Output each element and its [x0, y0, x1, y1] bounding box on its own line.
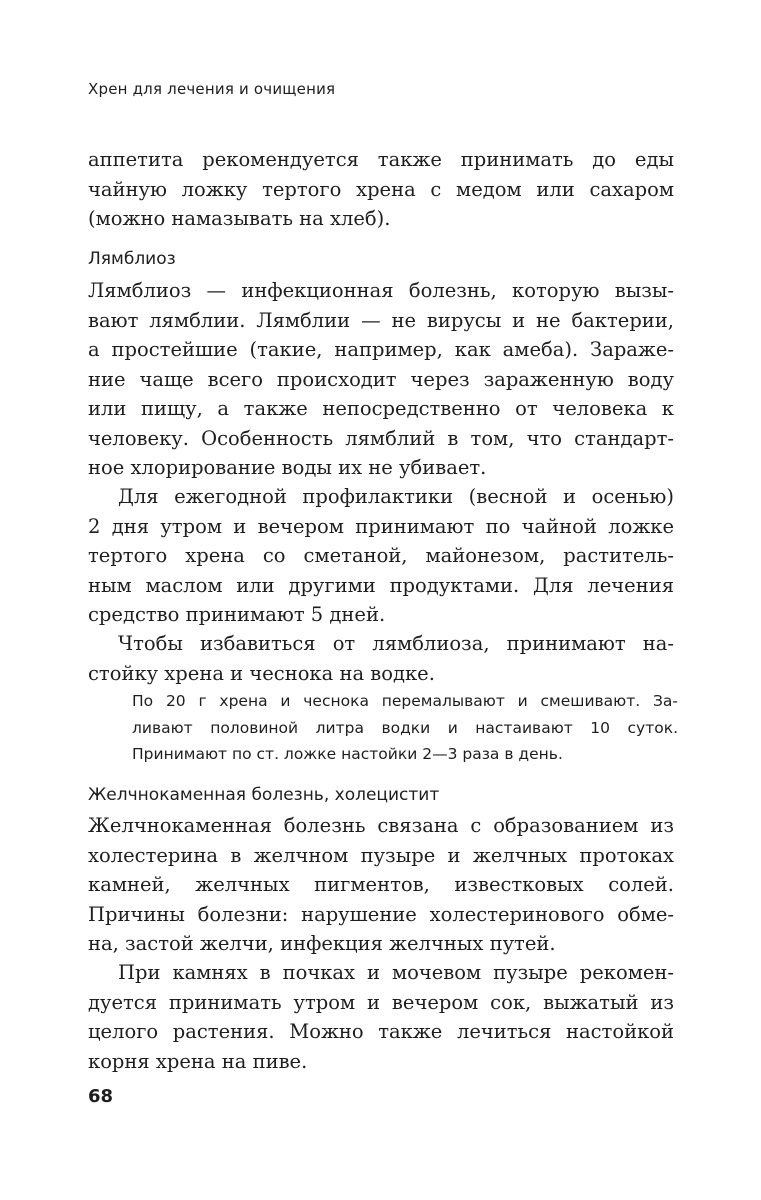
text-line: камней, желчных пигментов, известковых солей.: [88, 873, 674, 896]
text-line: Чтобы избавиться от лямблиоза, принимают на-: [118, 632, 674, 655]
text-line: При камнях в почках и мочевом пузыре рекомен-: [118, 961, 674, 984]
recipe-line: ливают половиной литра водки и настаивают 10 суток.: [132, 718, 678, 737]
text-line: 2 дня утром и вечером принимают по чайной ложке: [88, 514, 674, 538]
text-line: корня хрена на пиве.: [88, 1049, 308, 1073]
text-line: или пищу, а также непосредственно от человека к: [88, 397, 674, 420]
recipe-line: Принимают по ст. ложке настойки 2—3 раза в день.: [132, 745, 563, 763]
text-line: холестерина в желчном пузыре и желчных протоках: [88, 843, 674, 867]
text-line: ным маслом или другими продуктами. Для лечения: [88, 573, 674, 597]
text-line: стойку хрена и чеснока на водке.: [88, 661, 435, 685]
section-heading-giardiasis: Лямблиоз: [88, 249, 176, 269]
text-line: Причины болезни: нарушение холестеринового обме-: [88, 902, 674, 926]
text-line: целого растения. Можно также лечиться настойкой: [88, 1020, 674, 1043]
gallstones-paragraph-1: [88, 811, 674, 959]
text-line: чайную ложку тертого хрена с медом или сахаром: [88, 177, 674, 201]
gallstones-paragraph-2: [88, 958, 674, 1076]
giardiasis-paragraph-1: [88, 276, 674, 483]
page-number: 68: [88, 1086, 114, 1107]
text-line: вают лямблии. Лямблии — не вирусы и не бактерии,: [88, 308, 674, 332]
text-line: Желчнокаменная болезнь связана с образованием из: [88, 814, 674, 837]
recipe-line: По 20 г хрена и чеснока перемалывают и смешивают. За-: [132, 692, 678, 710]
intro-paragraph: [88, 145, 674, 234]
text-line: на, застой желчи, инфекция желчных путей.: [88, 932, 556, 955]
recipe-block: [132, 688, 678, 768]
running-head: Хрен для лечения и очищения: [88, 80, 336, 98]
text-line: аппетита рекомендуется также принимать до еды: [88, 148, 674, 171]
giardiasis-paragraph-2: [88, 482, 674, 630]
text-line: а простейшие (такие, например, как амеба). Зараже-: [88, 338, 674, 361]
text-line: средство принимают 5 дней.: [88, 603, 386, 626]
giardiasis-paragraph-3: [88, 629, 674, 688]
section-heading-gallstones: Желчнокаменная болезнь, холецистит: [88, 785, 440, 805]
text-line: (можно намазывать на хлеб).: [88, 207, 391, 230]
text-line: ное хлорирование воды их не убивает.: [88, 456, 487, 479]
text-line: ние чаще всего происходит через зараженную воду: [88, 367, 674, 391]
text-line: Для ежегодной профилактики (весной и осенью): [118, 485, 674, 508]
text-line: Лямблиоз — инфекционная болезнь, которую вызы-: [88, 279, 674, 302]
text-line: человеку. Особенность лямблий в том, что стандарт-: [88, 426, 674, 450]
text-line: тертого хрена со сметаной, майонезом, раститель-: [88, 544, 674, 567]
text-line: дуется принимать утром и вечером сок, выжатый из: [88, 990, 674, 1014]
